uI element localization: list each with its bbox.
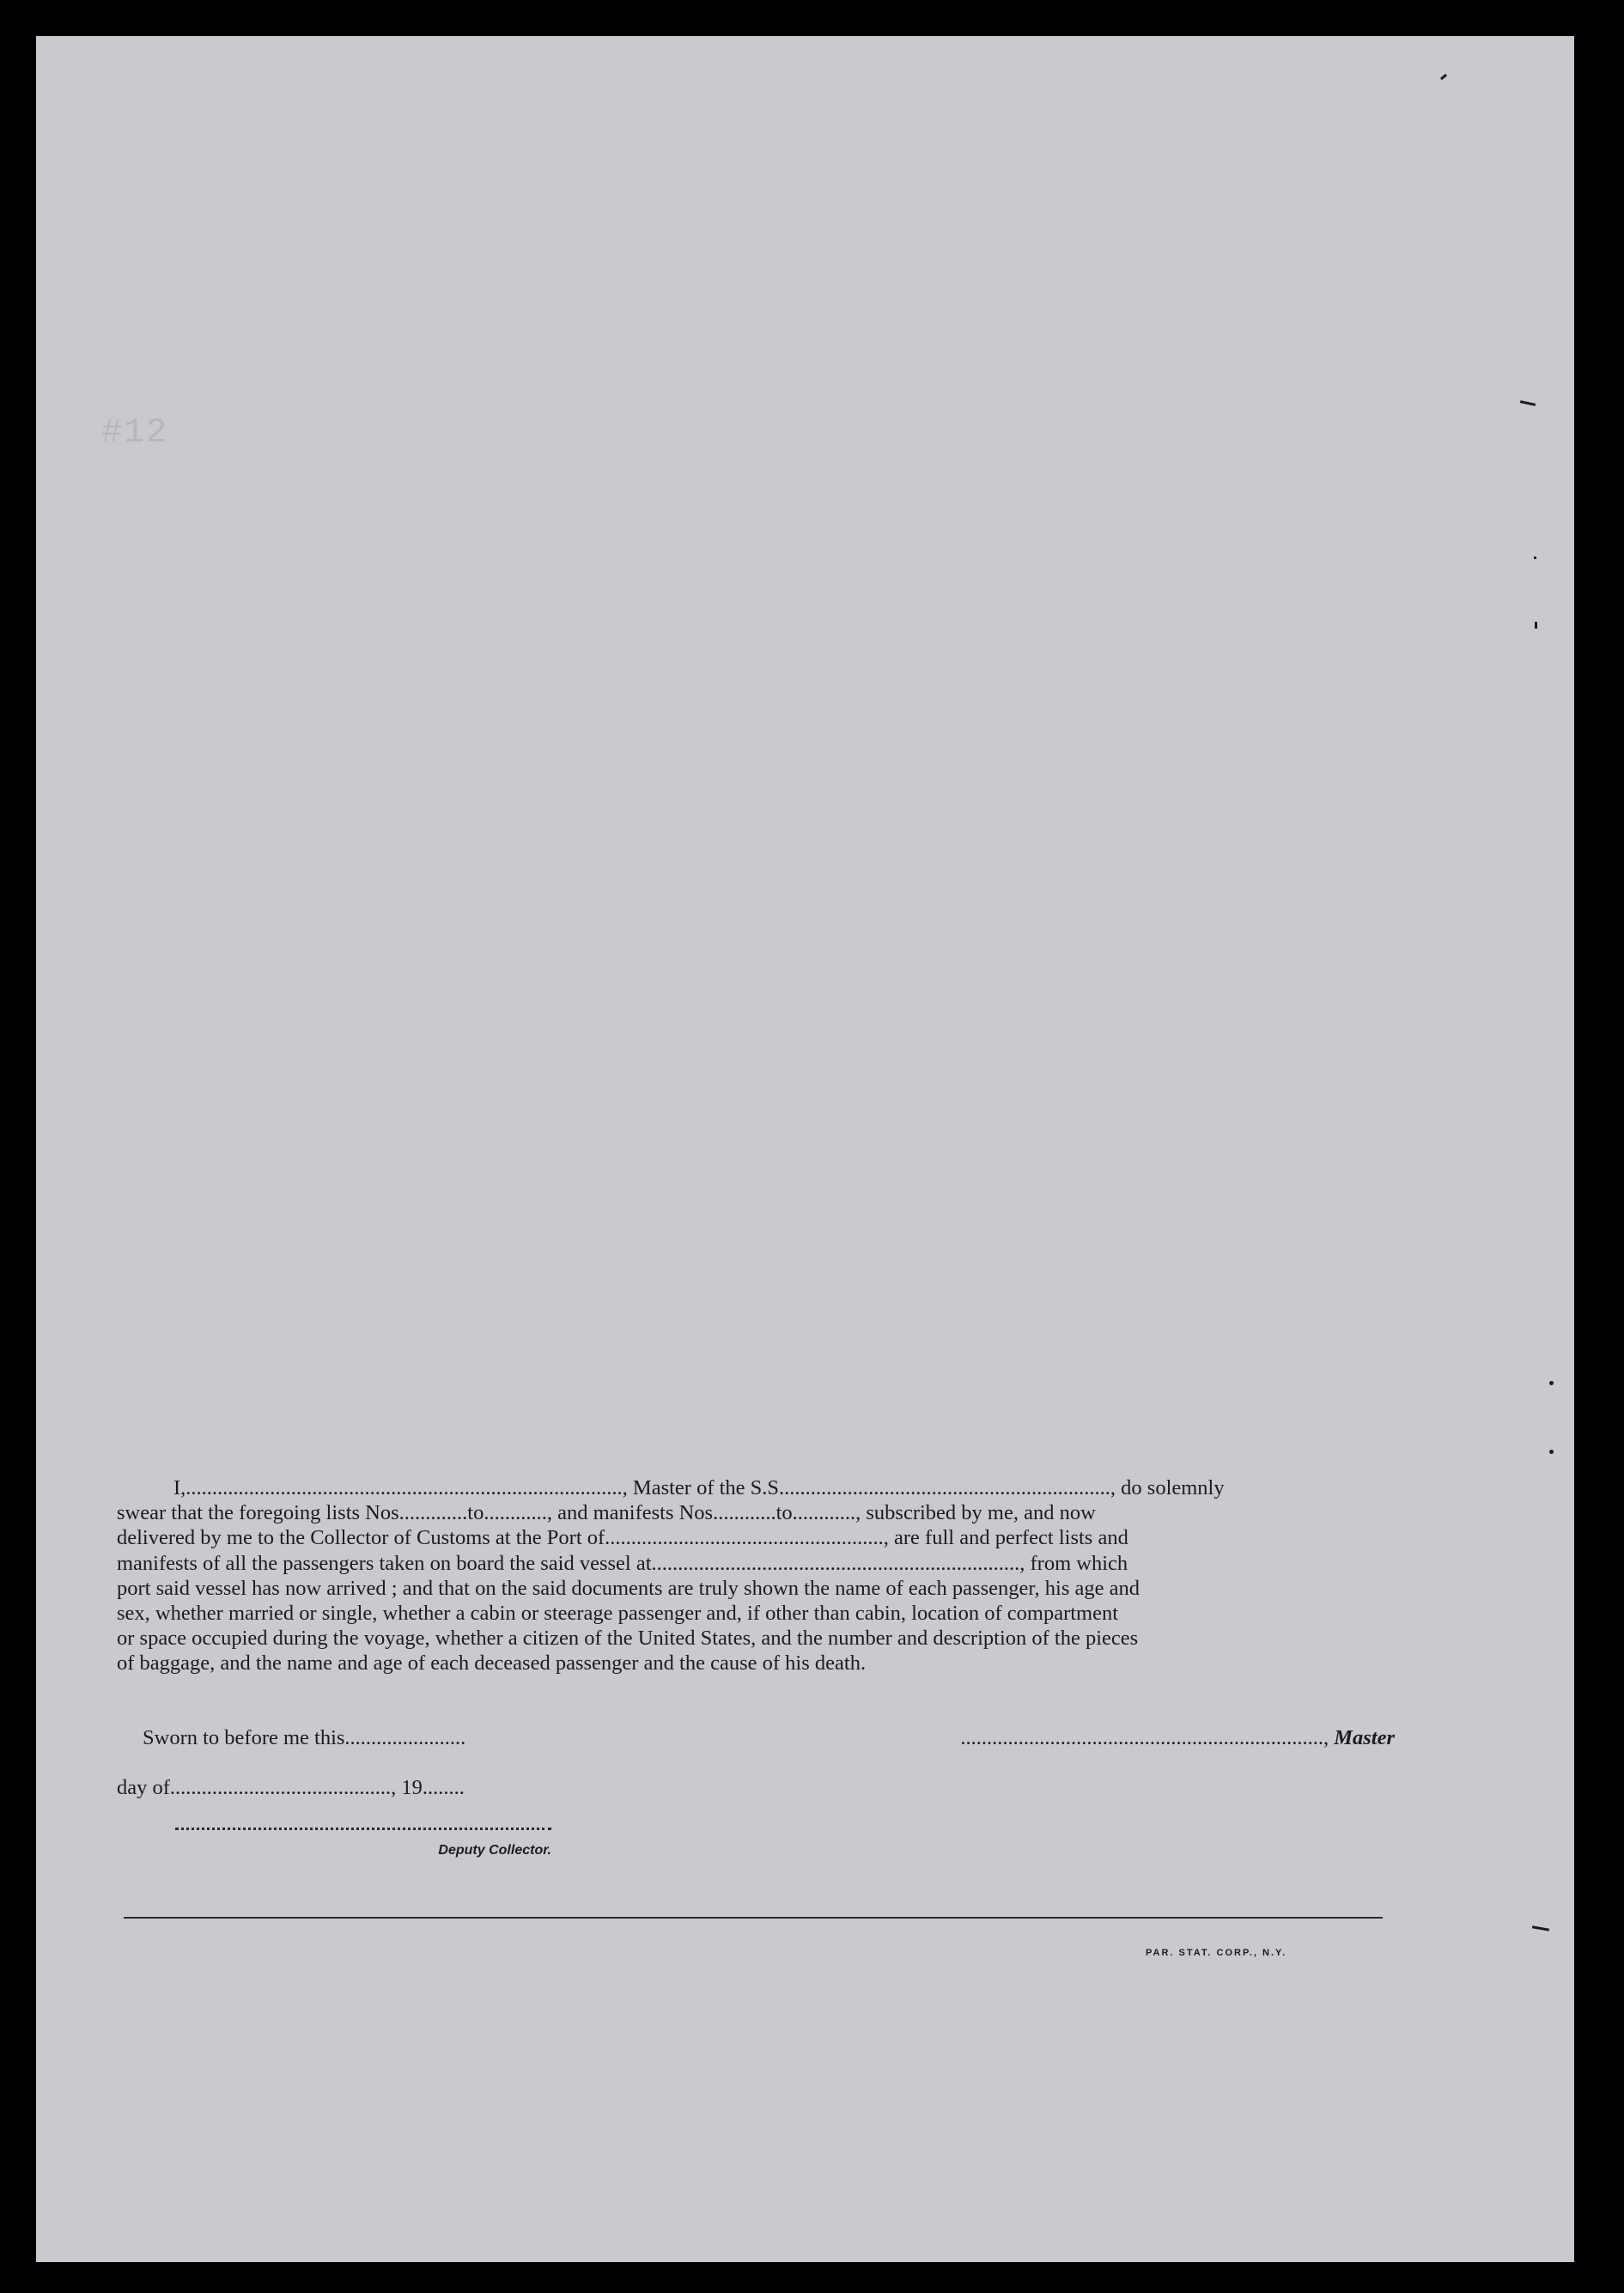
oath-line: delivered by me to the Collector of Customs at the Port of....................................................., are full and perfect lists and: [117, 1526, 1128, 1550]
oath-line: manifests of all the passengers taken on board the said vessel at......................................................................, from which: [117, 1551, 1128, 1575]
master-signature-field: [960, 1726, 1395, 1750]
edge-mark: [1534, 557, 1536, 559]
deputy-collector-signature-line: [175, 1828, 551, 1830]
oath-line: sex, whether married or single, whether a cabin or steerage passenger and, if other than cabin, location of compartment: [117, 1602, 1119, 1626]
oath-line: swear that the foregoing lists Nos.............to............, and manifests Nos............to............, subscribed by me, and now: [117, 1501, 1096, 1525]
faint-stamp-mark: #12: [101, 414, 169, 453]
deputy-collector-label: Deputy Collector.: [438, 1843, 551, 1858]
printer-imprint: PAR. STAT. CORP., N.Y.: [1146, 1948, 1287, 1958]
horizontal-rule: [124, 1917, 1383, 1919]
master-label: Master: [1334, 1726, 1395, 1749]
oath-line: I,..................................................................................., Master of the S.S..............................................................., do solemnly: [173, 1476, 1225, 1499]
oath-line: port said vessel has now arrived ; and that on the said documents are truly shown the name of each passenger, his age and: [117, 1576, 1140, 1600]
sworn-before-me-field: Sworn to before me this.......................: [143, 1726, 466, 1749]
document-page: [36, 36, 1574, 2262]
master-signature-dots: .....................................................................,: [960, 1726, 1335, 1749]
oath-line: of baggage, and the name and age of each deceased passenger and the cause of his death.: [117, 1651, 867, 1676]
oath-line: or space occupied during the voyage, whether a citizen of the United States, and the number and description of the pieces: [117, 1627, 1139, 1651]
edge-mark: [1549, 1450, 1554, 1454]
edge-mark: [1535, 622, 1537, 629]
master-oath-paragraph: [117, 1475, 1395, 1676]
edge-mark: [1549, 1381, 1554, 1385]
day-of-field: day of.........................................., 19........: [117, 1776, 465, 1799]
